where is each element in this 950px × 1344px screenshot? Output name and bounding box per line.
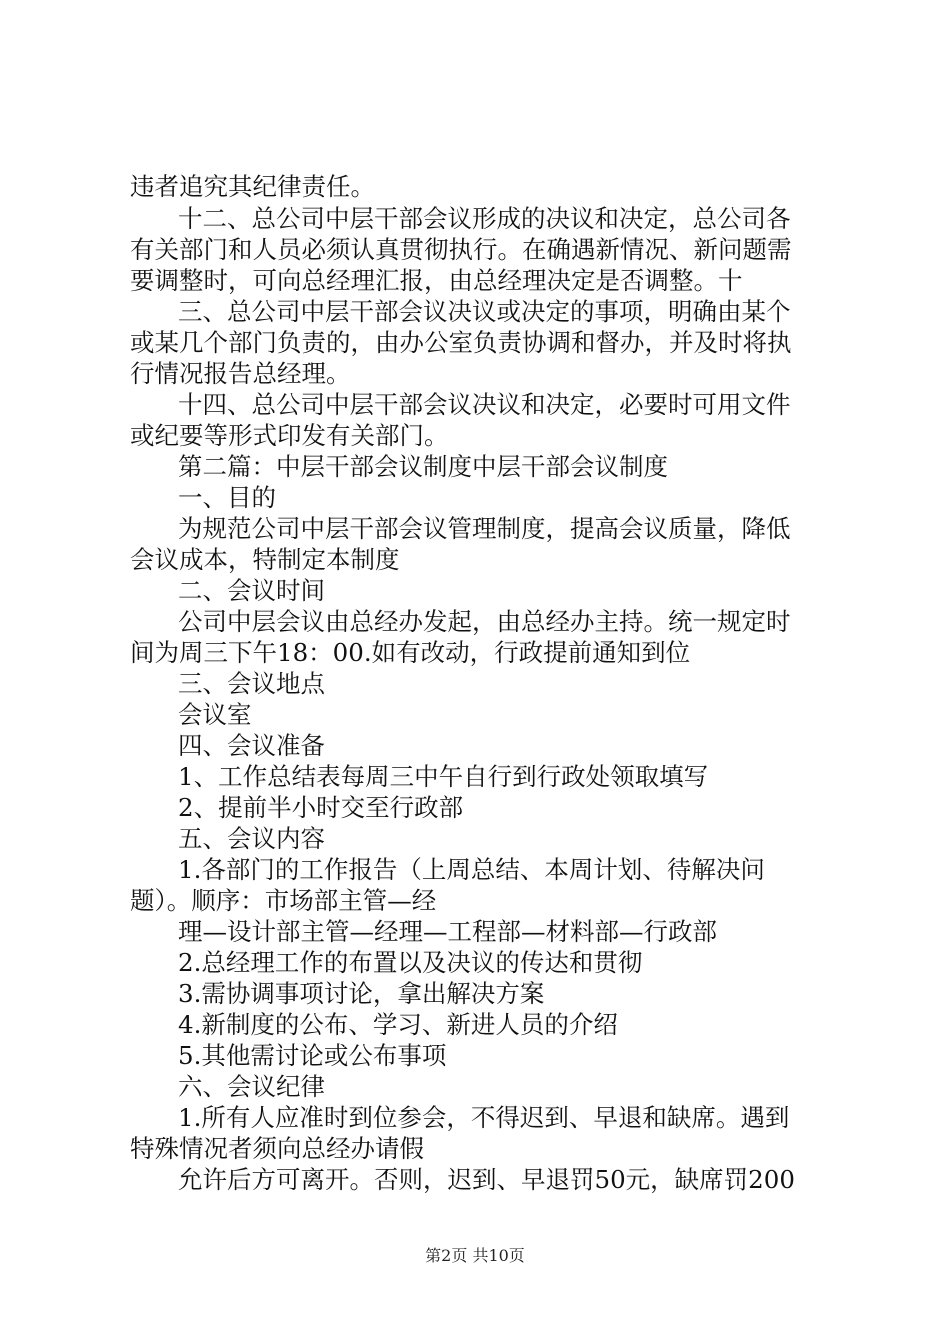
section-heading: 二、会议时间 bbox=[178, 576, 325, 605]
text-line: 为规范公司中层干部会议管理制度，提高会议质量，降低 bbox=[178, 514, 791, 543]
list-item: 1.所有人应准时到位参会，不得迟到、早退和缺席。遇到 bbox=[178, 1103, 790, 1132]
list-item: 2.总经理工作的布置以及决议的传达和贯彻 bbox=[178, 948, 643, 977]
list-item: 2、提前半小时交至行政部 bbox=[178, 793, 464, 822]
list-item: 1、工作总结表每周三中午自行到行政处领取填写 bbox=[178, 762, 709, 791]
text-line: 或纪要等形式印发有关部门。 bbox=[130, 421, 449, 450]
section-heading: 第二篇：中层干部会议制度中层干部会议制度 bbox=[178, 452, 668, 481]
list-item: 5.其他需讨论或公布事项 bbox=[178, 1041, 447, 1070]
text-line: 十二、总公司中层干部会议形成的决议和决定，总公司各 bbox=[178, 204, 791, 233]
section-heading: 四、会议准备 bbox=[178, 731, 325, 760]
text-line: 要调整时，可向总经理汇报，由总经理决定是否调整。十 bbox=[130, 266, 743, 295]
text-line: 题）。顺序：市场部主管—经 bbox=[130, 886, 437, 915]
section-heading: 五、会议内容 bbox=[178, 824, 325, 853]
page-number-footer: 第2页 共10页 bbox=[425, 1246, 525, 1265]
list-item: 1.各部门的工作报告（上周总结、本周计划、待解决问 bbox=[178, 855, 765, 884]
text-line: 有关部门和人员必须认真贯彻执行。在确遇新情况、新问题需 bbox=[130, 235, 792, 264]
section-heading: 六、会议纪律 bbox=[178, 1072, 325, 1101]
text-line: 会议室 bbox=[178, 700, 252, 729]
text-line: 公司中层会议由总经办发起，由总经办主持。统一规定时 bbox=[178, 607, 791, 636]
text-line: 十四、总公司中层干部会议决议和决定，必要时可用文件 bbox=[178, 390, 791, 419]
list-item: 3.需协调事项讨论，拿出解决方案 bbox=[178, 979, 545, 1008]
text-line: 理—设计部主管—经理—工程部—材料部—行政部 bbox=[178, 917, 717, 946]
text-line: 三、总公司中层干部会议决议或决定的事项，明确由某个 bbox=[178, 297, 791, 326]
text-line: 行情况报告总经理。 bbox=[130, 359, 351, 388]
text-line: 违者追究其纪律责任。 bbox=[130, 172, 375, 201]
text-line: 会议成本，特制定本制度 bbox=[130, 545, 400, 574]
text-line: 或某几个部门负责的，由办公室负责协调和督办，并及时将执 bbox=[130, 328, 792, 357]
text-line: 允许后方可离开。否则，迟到、早退罚50元，缺席罚200 bbox=[178, 1165, 795, 1194]
list-item: 4.新制度的公布、学习、新进人员的介绍 bbox=[178, 1010, 618, 1039]
section-heading: 一、目的 bbox=[178, 483, 276, 512]
section-heading: 三、会议地点 bbox=[178, 669, 325, 698]
text-line: 间为周三下午18：00.如有改动，行政提前通知到位 bbox=[130, 638, 691, 667]
text-line: 特殊情况者须向总经办请假 bbox=[130, 1134, 424, 1163]
